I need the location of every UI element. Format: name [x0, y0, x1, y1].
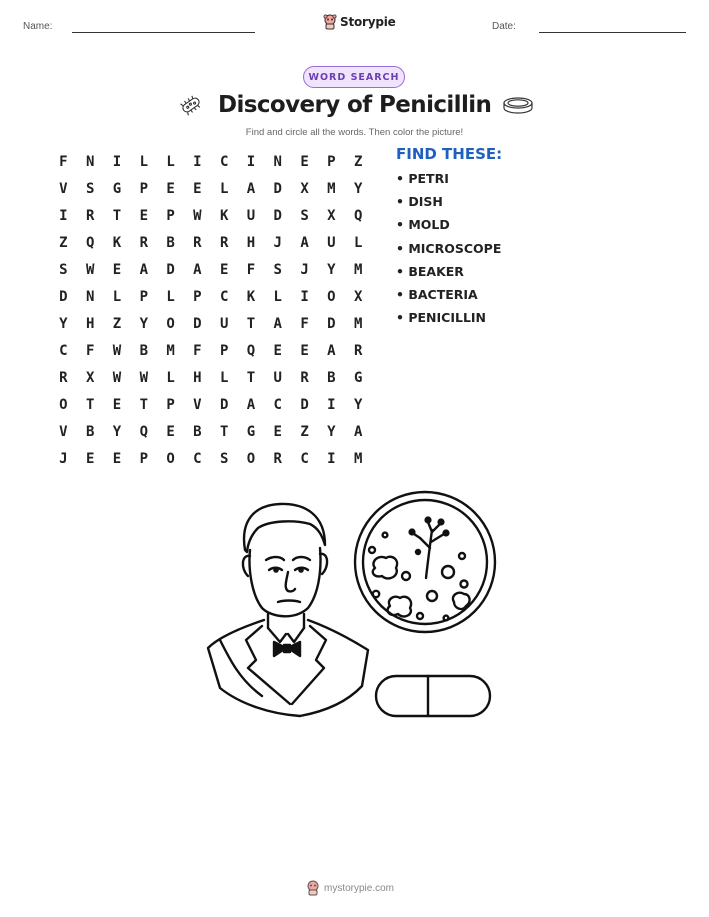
word-list: [396, 171, 501, 333]
grid-letter: I: [59, 207, 68, 224]
grid-letter: L: [219, 369, 229, 386]
grid-row: [50, 202, 372, 229]
grid-letter: F: [59, 153, 68, 170]
grid-letter: D: [327, 315, 336, 332]
grid-letter: R: [193, 234, 202, 251]
grid-letter: H: [85, 315, 95, 332]
grid-letter: Q: [353, 207, 363, 224]
storypie-mascot-icon: [306, 880, 320, 896]
bacteria-icon: [178, 94, 204, 116]
grid-letter: B: [327, 369, 336, 386]
bullet: •: [396, 240, 409, 256]
find-these-heading: FIND THESE:: [396, 145, 503, 163]
grid-letter: U: [219, 315, 229, 332]
grid-letter: J: [300, 261, 309, 278]
grid-letter: E: [112, 261, 122, 278]
word-list-item: [396, 287, 501, 310]
grid-letter: M: [166, 342, 175, 359]
grid-letter: K: [219, 207, 229, 224]
grid-letter: A: [193, 261, 202, 278]
grid-letter: R: [273, 450, 282, 467]
grid-letter: J: [273, 234, 282, 251]
grid-letter: H: [193, 369, 202, 386]
grid-letter: A: [246, 180, 256, 197]
grid-letter: T: [219, 423, 229, 440]
name-line: [72, 32, 255, 33]
grid-letter: E: [112, 396, 122, 413]
grid-letter: U: [327, 234, 336, 251]
word-list-item: [396, 310, 501, 333]
grid-letter: W: [139, 369, 148, 386]
grid-letter: A: [300, 234, 309, 251]
word-list-item: [396, 264, 501, 287]
grid-letter: N: [85, 288, 95, 305]
grid-letter: R: [353, 342, 363, 359]
bullet: •: [396, 194, 409, 210]
grid-row: [50, 418, 372, 445]
grid-row: [50, 175, 372, 202]
grid-letter: Q: [246, 342, 256, 359]
grid-letter: C: [273, 396, 282, 413]
bullet: •: [396, 217, 409, 233]
grid-letter: C: [193, 450, 202, 467]
footer-url: mystorypie.com: [324, 882, 395, 894]
grid-letter: P: [139, 180, 148, 197]
grid-letter: Z: [300, 423, 309, 440]
grid-letter: T: [246, 369, 256, 386]
bullet: •: [396, 171, 409, 186]
grid-letter: A: [353, 423, 363, 440]
grid-letter: M: [327, 180, 336, 197]
grid-letter: W: [193, 207, 202, 224]
grid-row: [50, 337, 372, 364]
grid-letter: L: [353, 234, 363, 251]
grid-letter: S: [85, 180, 95, 197]
grid-letter: G: [353, 369, 363, 386]
grid-letter: G: [112, 180, 122, 197]
grid-letter: D: [193, 315, 202, 332]
grid-letter: P: [193, 288, 202, 305]
grid-letter: Y: [112, 423, 122, 440]
grid-letter: T: [139, 396, 148, 413]
grid-letter: L: [112, 288, 122, 305]
grid-letter: F: [193, 342, 202, 359]
grid-letter: Q: [139, 423, 148, 440]
grid-letter: M: [353, 450, 363, 467]
grid-letter: L: [166, 369, 175, 386]
grid-letter: F: [300, 315, 309, 332]
grid-letter: Y: [139, 315, 148, 332]
word-text: DISH: [408, 194, 443, 210]
grid-letter: D: [219, 396, 229, 413]
grid-letter: E: [166, 180, 175, 197]
grid-letter: W: [112, 369, 122, 386]
grid-letter: L: [166, 153, 175, 170]
grid-letter: R: [139, 234, 148, 251]
grid-letter: I: [112, 153, 122, 170]
grid-letter: X: [353, 288, 363, 305]
grid-row: [50, 364, 372, 391]
grid-letter: L: [166, 288, 175, 305]
grid-letter: D: [59, 288, 68, 305]
fleming-petri-dish-illustration: [200, 490, 500, 722]
grid-letter: K: [112, 234, 122, 251]
grid-letter: S: [273, 261, 282, 278]
petri-dish-drawing: [355, 492, 495, 632]
date-line: [539, 32, 686, 33]
grid-letter: E: [273, 342, 282, 359]
bullet: •: [396, 310, 409, 326]
grid-letter: I: [193, 153, 202, 170]
name-label: Name:: [23, 21, 53, 32]
grid-letter: D: [273, 180, 282, 197]
grid-row: [50, 310, 372, 337]
grid-letter: V: [59, 180, 68, 197]
grid-letter: I: [327, 450, 336, 467]
grid-letter: A: [273, 315, 282, 332]
storypie-mascot-icon: [323, 14, 337, 30]
grid-letter: S: [300, 207, 309, 224]
grid-letter: W: [85, 261, 95, 278]
grid-letter: Y: [353, 180, 363, 197]
grid-letter: I: [327, 396, 336, 413]
grid-letter: R: [219, 234, 229, 251]
grid-letter: O: [327, 288, 336, 305]
grid-letter: P: [139, 450, 148, 467]
grid-row: [50, 283, 372, 310]
grid-letter: C: [300, 450, 309, 467]
grid-letter: O: [166, 315, 175, 332]
grid-letter: E: [273, 423, 282, 440]
grid-letter: L: [273, 288, 282, 305]
grid-letter: C: [219, 153, 229, 170]
grid-row: [50, 148, 372, 175]
grid-letter: E: [300, 342, 309, 359]
grid-letter: F: [246, 261, 256, 278]
grid-letter: X: [300, 180, 309, 197]
pill-capsule-drawing: [376, 676, 490, 716]
grid-letter: C: [219, 288, 229, 305]
grid-letter: H: [246, 234, 256, 251]
word-text: BEAKER: [408, 263, 464, 279]
grid-letter: L: [219, 180, 229, 197]
grid-letter: V: [193, 396, 202, 413]
grid-letter: P: [166, 396, 175, 413]
grid-letter: A: [246, 396, 256, 413]
date-label: Date:: [492, 21, 516, 32]
grid-letter: F: [85, 342, 95, 359]
grid-letter: T: [112, 207, 122, 224]
grid-letter: Q: [85, 234, 95, 251]
word-text: MOLD: [408, 217, 450, 233]
grid-letter: B: [193, 423, 202, 440]
grid-letter: Y: [353, 396, 363, 413]
grid-letter: R: [85, 207, 95, 224]
grid-letter: E: [166, 423, 175, 440]
scientist-portrait: [208, 504, 368, 716]
grid-letter: B: [166, 234, 175, 251]
grid-letter: B: [85, 423, 95, 440]
grid-letter: Y: [327, 261, 336, 278]
grid-letter: D: [273, 207, 282, 224]
grid-letter: W: [112, 342, 122, 359]
grid-letter: X: [85, 369, 95, 386]
grid-row: [50, 445, 372, 472]
worksheet-type-badge: WORD SEARCH: [303, 66, 405, 88]
grid-letter: P: [327, 153, 336, 170]
grid-letter: E: [112, 450, 122, 467]
grid-letter: Z: [112, 315, 122, 332]
grid-letter: O: [246, 450, 256, 467]
grid-letter: P: [166, 207, 175, 224]
grid-letter: K: [246, 288, 256, 305]
grid-letter: A: [327, 342, 336, 359]
word-list-item: [396, 217, 501, 240]
petri-dish-icon: [502, 94, 534, 118]
grid-letter: E: [300, 153, 309, 170]
grid-letter: O: [59, 396, 68, 413]
word-text: BACTERIA: [408, 286, 478, 302]
grid-letter: I: [246, 153, 256, 170]
grid-letter: E: [193, 180, 202, 197]
grid-letter: C: [59, 342, 68, 359]
brand-logo: [323, 14, 396, 30]
word-list-item: [396, 241, 501, 264]
grid-letter: P: [139, 288, 148, 305]
grid-letter: T: [246, 315, 256, 332]
word-list-item: [396, 194, 501, 217]
grid-letter: E: [85, 450, 95, 467]
brand-name: Storypie: [340, 15, 396, 29]
word-list-item: [396, 171, 501, 194]
grid-letter: V: [59, 423, 68, 440]
word-text: PETRI: [408, 171, 449, 186]
grid-letter: J: [59, 450, 68, 467]
word-search-grid: [50, 148, 372, 472]
bullet: •: [396, 286, 409, 302]
grid-letter: E: [139, 207, 148, 224]
grid-letter: T: [85, 396, 95, 413]
grid-letter: R: [59, 369, 68, 386]
word-text: PENICILLIN: [408, 310, 487, 326]
grid-row: [50, 391, 372, 418]
grid-letter: O: [166, 450, 175, 467]
grid-row: [50, 229, 372, 256]
grid-letter: P: [219, 342, 229, 359]
grid-letter: A: [139, 261, 148, 278]
grid-letter: B: [139, 342, 148, 359]
grid-letter: Y: [327, 423, 336, 440]
grid-letter: M: [353, 261, 363, 278]
grid-letter: Z: [59, 234, 68, 251]
bullet: •: [396, 263, 409, 279]
grid-letter: E: [219, 261, 229, 278]
grid-letter: N: [85, 153, 95, 170]
word-text: MICROSCOPE: [408, 240, 502, 256]
grid-letter: N: [273, 153, 282, 170]
grid-letter: I: [300, 288, 309, 305]
grid-letter: G: [246, 423, 256, 440]
grid-letter: M: [353, 315, 363, 332]
page-title: Discovery of Penicillin: [218, 92, 492, 118]
grid-letter: U: [273, 369, 282, 386]
grid-letter: Z: [353, 153, 363, 170]
grid-letter: D: [166, 261, 175, 278]
grid-letter: Y: [59, 315, 68, 332]
grid-letter: L: [139, 153, 148, 170]
grid-letter: S: [219, 450, 229, 467]
grid-letter: U: [246, 207, 256, 224]
grid-row: [50, 256, 372, 283]
grid-letter: D: [300, 396, 309, 413]
instructions: Find and circle all the words. Then color the picture!: [245, 127, 464, 138]
grid-letter: S: [59, 261, 68, 278]
grid-letter: R: [300, 369, 309, 386]
footer: [306, 880, 394, 896]
grid-letter: X: [327, 207, 336, 224]
